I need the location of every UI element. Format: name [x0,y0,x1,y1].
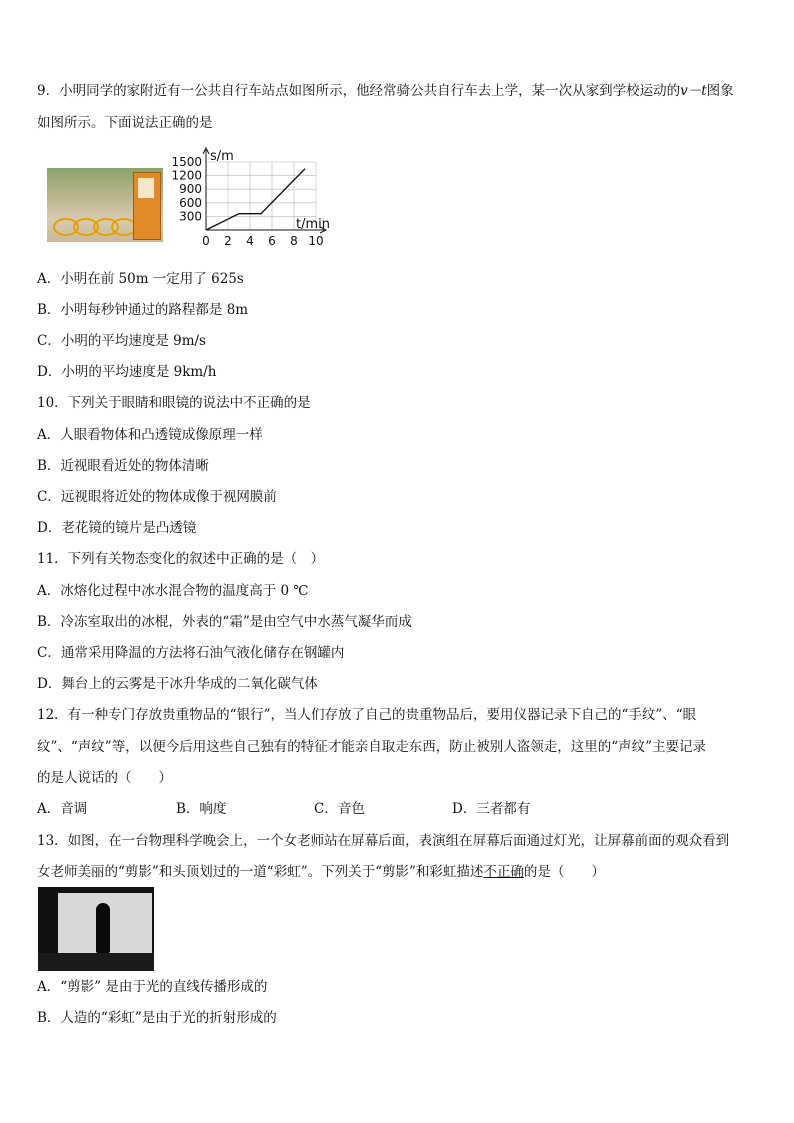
q12-stem-line2: 纹”、“声纹”等，以便今后用这些自己独有的特征才能亲自取走东西，防止被别人盗领走，这里的“声纹”主要记录 [37,739,707,755]
q13-stem-line1: 13．如图，在一台物理科学晚会上，一个女老师站在屏幕后面，表演组在屏幕后面通过灯光，让屏幕前面的观众看到 [37,833,730,849]
kiosk-screen-icon [138,178,154,198]
q9-vt-symbol: v－t [680,83,707,99]
q9-stem-line1 [37,82,734,100]
q12-option-b: B．响度 [176,801,227,817]
teacher-silhouette-icon [96,903,110,953]
x-tick-label: 6 [268,234,276,248]
series-line [206,169,305,230]
q9-option-c: C．小明的平均速度是 9m/s [37,333,206,349]
x-tick-label: 0 [202,234,210,248]
q9-stem-text: 9．小明同学的家附近有一公共自行车站点如图所示，他经常骑公共自行车去上学，某一次从家到学校运动的 [37,83,681,99]
x-tick-label: 2 [224,234,232,248]
x-tick-label: 10 [308,234,324,248]
q11-option-c: C．通常采用降温的方法将石油气液化储存在钢罐内 [37,645,345,661]
y-tick-label: 1200 [171,168,202,183]
q10-stem: 10．下列关于眼睛和眼镜的说法中不正确的是 [37,395,311,411]
x-tick-label: 8 [290,234,298,248]
y-tick-label: 600 [179,195,202,210]
stage-floor [38,953,154,971]
q12-option-c: C．音色 [314,801,365,817]
q12-option-d: D．三者都有 [452,801,531,817]
q10-option-b: B．近视眼看近处的物体清晰 [37,458,209,474]
q12-stem-line1: 12．有一种专门存放贵重物品的“银行”，当人们存放了自己的贵重物品后，要用仪器记录下自己的“手纹”、“眼 [37,707,697,723]
q13-stem-part: 女老师美丽的“剪影”和头顶划过的一道“彩虹”。下列关于“剪影”和彩虹描述 [37,864,484,880]
s-t-chart [170,146,340,258]
q13-stem-line2 [37,863,605,881]
q9-stem-line2: 如图所示。下面说法正确的是 [37,115,213,131]
q10-option-a: A．人眼看物体和凸透镜成像原理一样 [37,427,263,443]
q12-stem-line3: 的是人说话的（ ） [37,770,172,786]
q10-option-d: D．老花镜的镜片是凸透镜 [37,520,197,536]
y-tick-label: 300 [179,209,202,224]
q10-option-c: C．远视眼将近处的物体成像于视网膜前 [37,489,277,505]
q9-option-d: D．小明的平均速度是 9km/h [37,364,217,380]
q12-option-a: A．音调 [37,801,88,817]
q13-stem-underlined: 不正确 [483,864,524,880]
q13-option-a: A．“剪影” 是由于光的直线传播形成的 [37,979,268,995]
q9-option-b: B．小明每秒钟通过的路程都是 8m [37,302,249,318]
x-axis-label: t/min [296,217,330,232]
q11-stem: 11．下列有关物态变化的叙述中正确的是（ ） [37,551,325,567]
bike-station-photo [47,168,163,242]
x-tick-label: 4 [246,234,254,248]
silhouette-stage-photo [38,887,154,971]
q13-option-b: B．人造的“彩虹”是由于光的折射形成的 [37,1010,277,1026]
q13-stem-end: 的是（ ） [523,864,605,880]
y-tick-label: 1500 [171,155,202,169]
q9-stem-end: 图象 [706,83,734,99]
q11-option-b: B．冷冻室取出的冰棍，外表的“霜”是由空气中水蒸气凝华而成 [37,614,412,630]
y-axis-label: s/m [210,149,234,164]
q11-option-d: D．舞台上的云雾是干冰升华成的二氧化碳气体 [37,676,318,692]
q9-option-a: A．小明在前 50m 一定用了 625s [37,271,244,287]
y-tick-label: 900 [179,182,202,197]
q11-option-a: A．冰熔化过程中冰水混合物的温度高于 0 ℃ [37,583,309,599]
